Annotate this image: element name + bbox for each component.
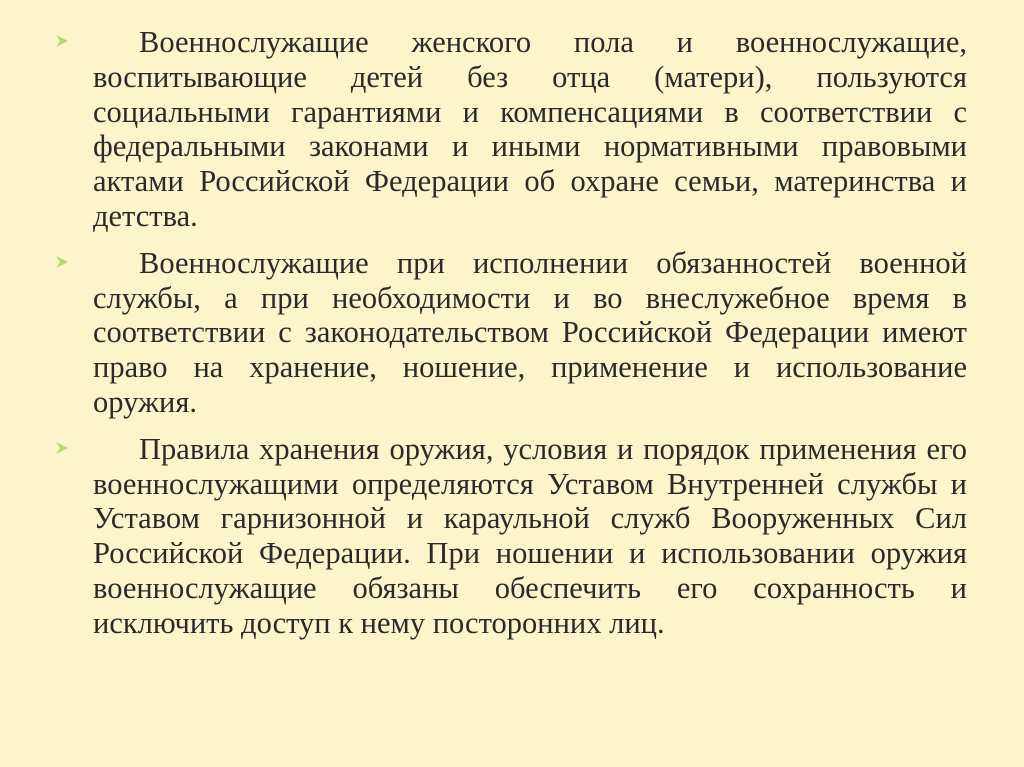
bullet-item-3 xyxy=(55,432,967,641)
arrowhead-bullet-icon xyxy=(55,34,69,48)
bullet-text: Военнослужащие женского пола и военнослужащие, воспитывающие детей без отца (матери), пользуются социальными гарантиями и компенсациями в соответствии с федеральными законами и иными нормативными правовыми актами Российской Федерации об охране семьи, материнства и детства. xyxy=(93,25,967,233)
bullet-item-1 xyxy=(55,25,967,234)
bullet-list xyxy=(55,25,967,641)
bullet-item-2 xyxy=(55,246,967,420)
arrowhead-bullet-icon xyxy=(55,441,69,455)
arrowhead-bullet-icon xyxy=(55,255,69,269)
bullet-text: Военнослужащие при исполнении обязанностей военной службы, а при необходимости и во внеслужебное время в соответствии с законодательством Российской Федерации имеют право на хранение, ношение, применение и использование оружия. xyxy=(93,245,967,419)
bullet-text: Правила хранения оружия, условия и порядок применения его военнослужащими определяются Уставом Внутренней службы и Уставом гарнизонной и караульной служб Вооруженных Сил Российской Федерации. При ношении и использовании оружия военнослужащие обязаны обеспечить его сохранность и исключить доступ к нему посторонних лиц. xyxy=(93,431,967,640)
